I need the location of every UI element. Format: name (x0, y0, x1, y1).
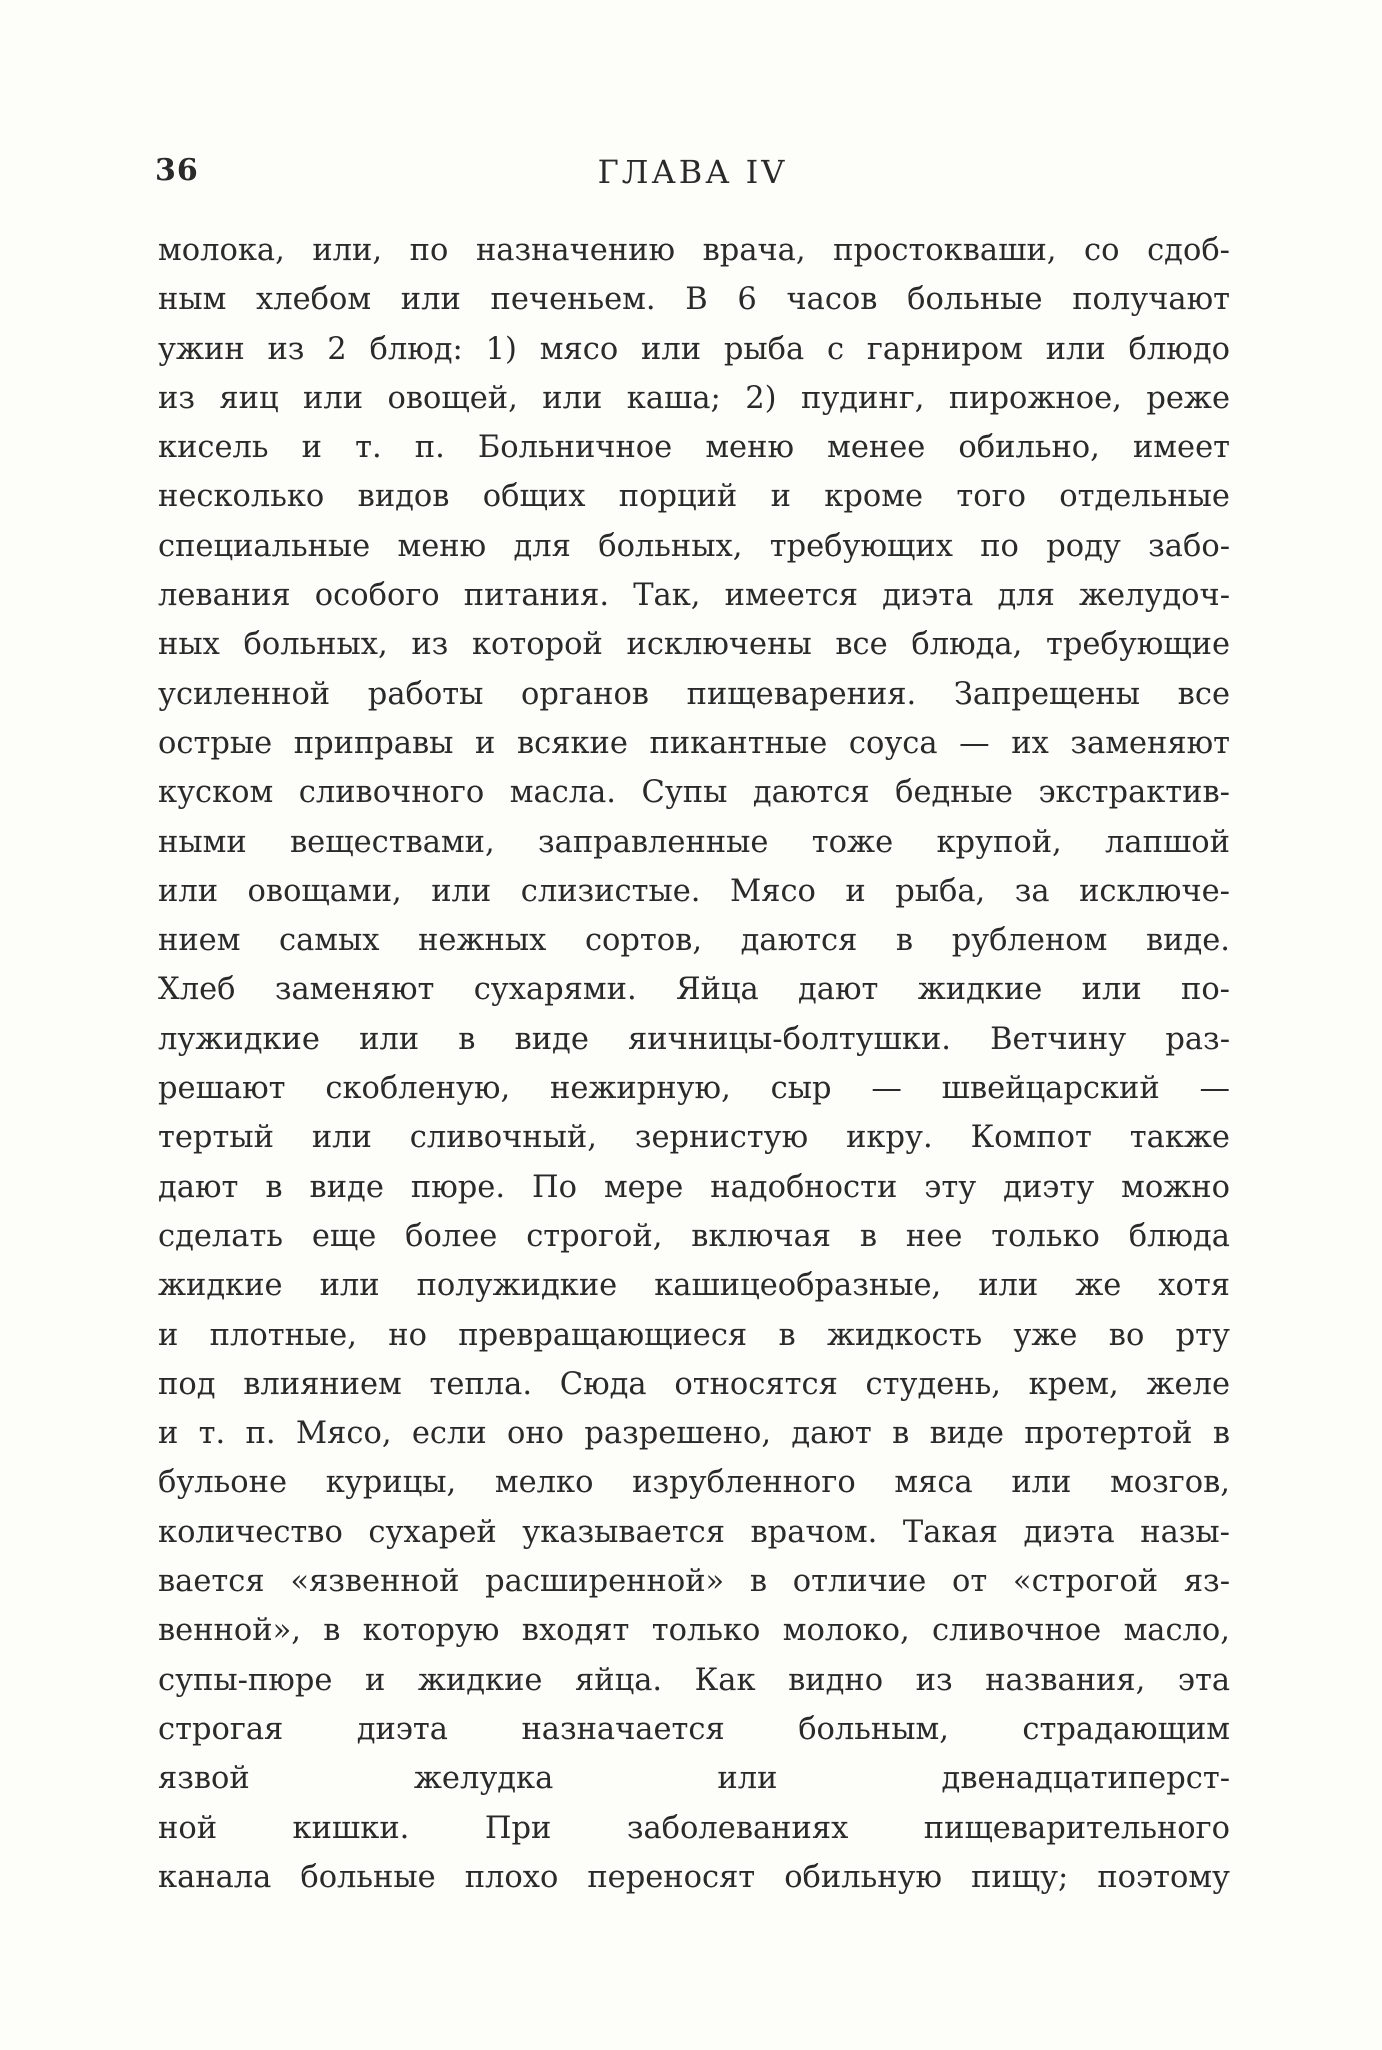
text-line: кисель и т. п. Больничное меню менее обильно, имеет (158, 430, 1230, 466)
text-line: несколько видов общих порций и кроме того отдельные (158, 479, 1230, 515)
text-line: нием самых нежных сортов, даются в рубленом виде. (158, 923, 1230, 959)
text-line: ным хлебом или печеньем. В 6 часов больные получают (158, 282, 1230, 318)
text-line: специальные меню для больных, требующих по роду забо- (158, 528, 1230, 564)
page-number: 36 (155, 153, 199, 188)
text-line: строгая диэта назначается больным, страдающим (158, 1711, 1230, 1747)
text-line: молока, или, по назначению врача, простокваши, со сдоб- (158, 233, 1230, 268)
text-line: или овощами, или слизистые. Мясо и рыба, за исключе- (158, 873, 1230, 909)
text-line: острые приправы и всякие пикантные соуса — их заменяют (158, 725, 1230, 761)
text-line: канала больные плохо переносят обильную пищу; поэтому (158, 1859, 1230, 1895)
text-line: из яиц или овощей, или каша; 2) пудинг, пирожное, реже (158, 380, 1230, 416)
text-line: жидкие или полужидкие кашицеобразные, или же хотя (158, 1268, 1230, 1304)
text-line: супы-пюре и жидкие яйца. Как видно из названия, эта (158, 1662, 1230, 1698)
page-header (155, 153, 1230, 197)
text-line: вается «язвенной расширенной» в отличие от «строгой яз- (158, 1564, 1230, 1600)
text-line: дают в виде пюре. По мере надобности эту диэту можно (158, 1169, 1230, 1205)
text-line: куском сливочного масла. Супы даются бедные экстрактив- (158, 775, 1230, 811)
text-line: сделать еще более строгой, включая в нее только блюда (158, 1218, 1230, 1254)
text-line: бульоне курицы, мелко изрубленного мяса или мозгов, (158, 1465, 1230, 1501)
body-text (158, 226, 1230, 1902)
text-line: решают скобленую, нежирную, сыр — швейцарский — (158, 1071, 1230, 1107)
text-line: и т. п. Мясо, если оно разрешено, дают в виде протертой в (158, 1416, 1230, 1452)
text-line: количество сухарей указывается врачом. Такая диэта назы- (158, 1514, 1230, 1550)
text-line: левания особого питания. Так, имеется диэта для желудоч- (158, 578, 1230, 614)
chapter-title: ГЛАВА IV (597, 153, 788, 191)
text-line: лужидкие или в виде яичницы-болтушки. Ветчину раз- (158, 1021, 1230, 1057)
text-line: ужин из 2 блюд: 1) мясо или рыба с гарниром или блюдо (158, 331, 1230, 367)
text-line: ных больных, из которой исключены все блюда, требующие (158, 627, 1230, 663)
text-line: усиленной работы органов пищеварения. Запрещены все (158, 676, 1230, 712)
text-line: Хлеб заменяют сухарями. Яйца дают жидкие или по- (158, 972, 1230, 1008)
text-line: под влиянием тепла. Сюда относятся студень, крем, желе (158, 1366, 1230, 1402)
text-line: ными веществами, заправленные тоже крупой, лапшой (158, 824, 1230, 860)
text-line: ной кишки. При заболеваниях пищеварительного (158, 1810, 1230, 1846)
text-line: и плотные, но превращающиеся в жидкость уже во рту (158, 1317, 1230, 1353)
text-line: тертый или сливочный, зернистую икру. Компот также (158, 1120, 1230, 1156)
text-line: язвой желудка или двенадцатиперст- (158, 1761, 1230, 1797)
text-line: венной», в которую входят только молоко, сливочное масло, (158, 1613, 1230, 1649)
